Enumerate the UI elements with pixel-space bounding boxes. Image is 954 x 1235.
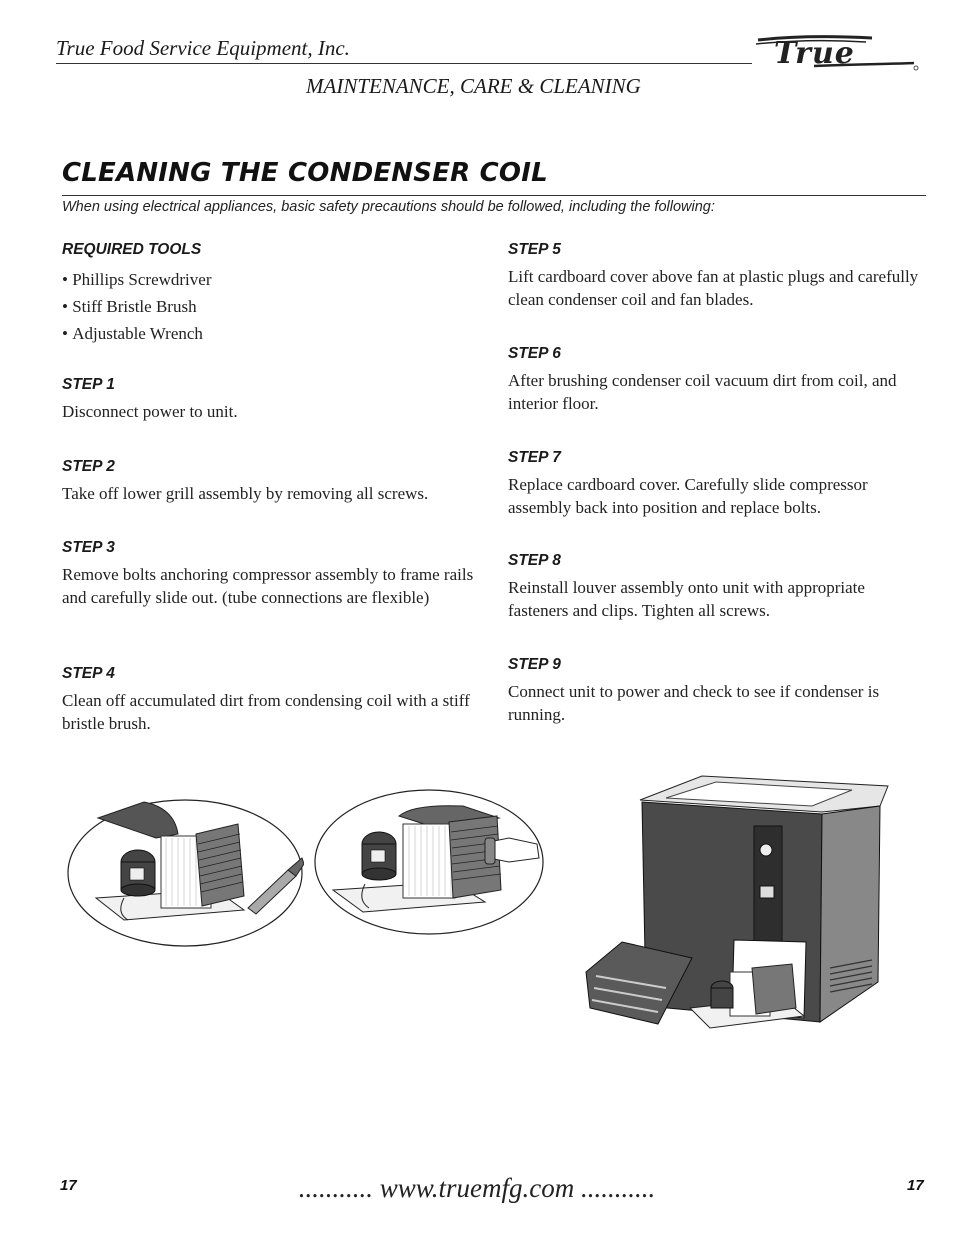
tool-item: • Stiff Bristle Brush [62,293,482,320]
step-8 [508,552,928,622]
step-7 [508,449,928,519]
step-2 [62,458,482,506]
tool-item: • Phillips Screwdriver [62,266,482,293]
section-title: MAINTENANCE, CARE & CLEANING [306,74,641,98]
safety-note: When using electrical appliances, basic safety precautions should be followed, including the following: [62,199,715,215]
step-text: Clean off accumulated dirt from condensing coil with a stiff bristle brush. [62,691,470,733]
illustration-compressor-hand [313,788,545,936]
tools-list [62,266,482,347]
step-text: Remove bolts anchoring compressor assembly to frame rails and carefully slide out. (tube connections are flexible) [62,565,474,607]
step-9 [508,656,928,726]
step-text: Take off lower grill assembly by removing all screws. [62,484,429,503]
step-3 [62,539,477,609]
step-heading: STEP 2 [62,458,115,475]
tools-heading: REQUIRED TOOLS [62,241,202,258]
company-name: True Food Service Equipment, Inc. [56,36,350,60]
illustration-compressor-brush [66,798,304,948]
step-heading: STEP 3 [62,539,115,556]
step-heading: STEP 1 [62,376,115,393]
footer-website: ........... www.truemfg.com ........... [298,1173,656,1203]
step-text: Disconnect power to unit. [62,402,238,421]
step-text: Lift cardboard cover above fan at plastic plugs and carefully clean condenser coil and fan blades. [508,267,919,309]
true-logo [754,30,924,72]
step-heading: STEP 9 [508,656,561,673]
step-heading: STEP 4 [62,665,115,682]
step-text: Reinstall louver assembly onto unit with appropriate fasteners and clips. Tighten all screws. [508,578,865,620]
illustration-cooler-unit [582,772,892,1032]
title-divider [62,195,926,196]
step-text: After brushing condenser coil vacuum dirt from coil, and interior floor. [508,371,897,413]
page-title: CLEANING THE CONDENSER COIL [62,158,548,188]
logo-text: True [774,36,855,71]
step-heading: STEP 5 [508,241,561,258]
step-6 [508,345,933,415]
step-4 [62,665,477,735]
step-heading: STEP 7 [508,449,561,466]
step-text: Connect unit to power and check to see if condenser is running. [508,682,880,724]
required-tools [62,241,482,347]
page-number-left: 17 [60,1177,77,1194]
step-text: Replace cardboard cover. Carefully slide compressor assembly back into position and replace bolts. [508,475,868,517]
step-1 [62,376,482,424]
step-5 [508,241,928,311]
page-number-right: 17 [907,1177,924,1194]
step-heading: STEP 8 [508,552,561,569]
header-divider [56,63,752,64]
tool-item: • Adjustable Wrench [62,320,482,347]
step-heading: STEP 6 [508,345,561,362]
